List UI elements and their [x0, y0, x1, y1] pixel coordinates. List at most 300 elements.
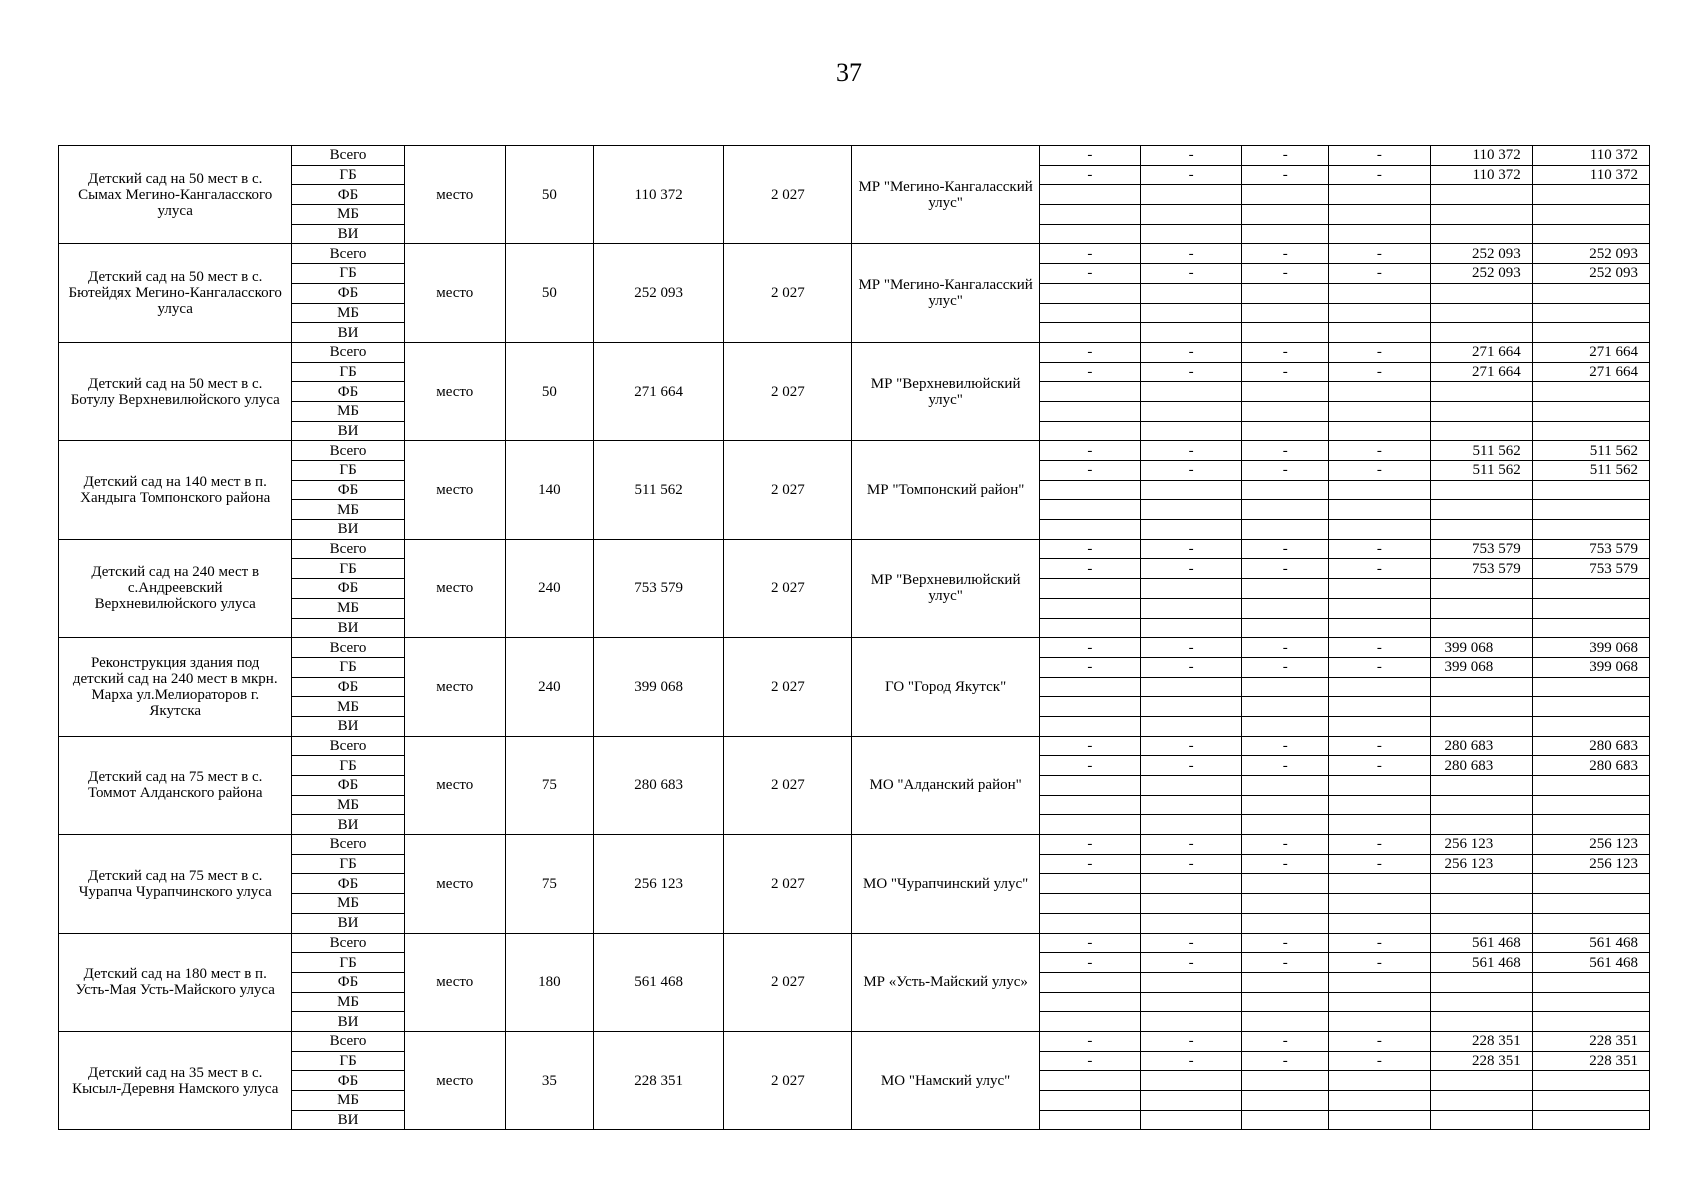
total-amount-cell — [1532, 776, 1649, 796]
amount-cell: 511 562 — [1430, 441, 1532, 461]
total-amount-cell: 753 579 — [1532, 559, 1649, 579]
dash-cell — [1039, 579, 1140, 599]
dash-cell — [1329, 1071, 1430, 1091]
total-amount-cell — [1532, 874, 1649, 894]
unit-cell: место — [404, 342, 505, 440]
year-cell: 2 027 — [724, 244, 852, 342]
funding-source-cell: ФБ — [292, 1071, 404, 1091]
funding-source-cell: МБ — [292, 205, 404, 225]
dash-cell: - — [1329, 559, 1430, 579]
total-amount-cell — [1532, 283, 1649, 303]
dash-cell: - — [1140, 441, 1241, 461]
dash-cell: - — [1242, 933, 1329, 953]
dash-cell: - — [1329, 933, 1430, 953]
funding-source-cell: ФБ — [292, 776, 404, 796]
dash-cell — [1140, 579, 1241, 599]
total-amount-cell — [1532, 421, 1649, 441]
amount-cell — [1430, 894, 1532, 914]
dash-cell — [1242, 815, 1329, 835]
dash-cell: - — [1329, 441, 1430, 461]
dash-cell: - — [1140, 165, 1241, 185]
capacity-cell: 50 — [505, 244, 593, 342]
amount-cell: 228 351 — [1430, 1051, 1532, 1071]
amount-cell — [1430, 598, 1532, 618]
dash-cell — [1329, 716, 1430, 736]
dash-cell — [1329, 303, 1430, 323]
amount-cell: 511 562 — [1430, 461, 1532, 481]
dash-cell: - — [1039, 146, 1140, 166]
dash-cell: - — [1140, 657, 1241, 677]
total-amount-cell: 110 372 — [1532, 146, 1649, 166]
dash-cell — [1329, 972, 1430, 992]
municipality-cell: МО "Намский улус" — [852, 1031, 1039, 1129]
amount-cell — [1430, 972, 1532, 992]
dash-cell: - — [1140, 854, 1241, 874]
total-amount-cell: 228 351 — [1532, 1051, 1649, 1071]
year-cell: 2 027 — [724, 342, 852, 440]
dash-cell: - — [1242, 461, 1329, 481]
funding-source-cell: ВИ — [292, 224, 404, 244]
object-name-cell: Детский сад на 75 мест в с. Томмот Алданского района — [59, 736, 292, 834]
cost-cell: 399 068 — [593, 638, 723, 736]
dash-cell — [1329, 205, 1430, 225]
dash-cell: - — [1329, 342, 1430, 362]
funding-source-cell: МБ — [292, 500, 404, 520]
dash-cell: - — [1242, 835, 1329, 855]
dash-cell: - — [1039, 933, 1140, 953]
dash-cell — [1039, 815, 1140, 835]
unit-cell: место — [404, 736, 505, 834]
table-row — [59, 146, 1650, 166]
amount-cell — [1430, 480, 1532, 500]
table-row — [59, 342, 1650, 362]
dash-cell — [1039, 1071, 1140, 1091]
unit-cell: место — [404, 244, 505, 342]
total-amount-cell — [1532, 894, 1649, 914]
dash-cell — [1242, 480, 1329, 500]
dash-cell: - — [1329, 657, 1430, 677]
unit-cell: место — [404, 933, 505, 1031]
capacity-cell: 35 — [505, 1031, 593, 1129]
table-row — [59, 441, 1650, 461]
amount-cell — [1430, 1110, 1532, 1130]
funding-source-cell: Всего — [292, 638, 404, 658]
dash-cell: - — [1140, 342, 1241, 362]
dash-cell: - — [1039, 342, 1140, 362]
dash-cell — [1140, 224, 1241, 244]
amount-cell — [1430, 323, 1532, 343]
funding-source-cell: ФБ — [292, 972, 404, 992]
dash-cell — [1039, 421, 1140, 441]
dash-cell — [1329, 480, 1430, 500]
funding-source-cell: Всего — [292, 1031, 404, 1051]
dash-cell — [1242, 598, 1329, 618]
amount-cell — [1430, 1091, 1532, 1111]
object-name-cell: Детский сад на 240 мест в с.Андреевский Верхневилюйского улуса — [59, 539, 292, 637]
dash-cell: - — [1329, 362, 1430, 382]
dash-cell — [1039, 303, 1140, 323]
dash-cell — [1140, 972, 1241, 992]
dash-cell — [1242, 716, 1329, 736]
funding-source-cell: ФБ — [292, 283, 404, 303]
total-amount-cell: 110 372 — [1532, 165, 1649, 185]
dash-cell: - — [1039, 264, 1140, 284]
dash-cell — [1039, 500, 1140, 520]
dash-cell — [1140, 815, 1241, 835]
funding-source-cell: ФБ — [292, 874, 404, 894]
table-row — [59, 736, 1650, 756]
dash-cell: - — [1329, 1031, 1430, 1051]
capacity-cell: 180 — [505, 933, 593, 1031]
funding-source-cell: ГБ — [292, 165, 404, 185]
dash-cell: - — [1140, 638, 1241, 658]
dash-cell: - — [1039, 539, 1140, 559]
dash-cell — [1140, 618, 1241, 638]
total-amount-cell — [1532, 520, 1649, 540]
year-cell: 2 027 — [724, 638, 852, 736]
total-amount-cell — [1532, 224, 1649, 244]
total-amount-cell: 271 664 — [1532, 362, 1649, 382]
dash-cell: - — [1329, 756, 1430, 776]
funding-source-cell: Всего — [292, 441, 404, 461]
amount-cell: 399 068 — [1430, 638, 1532, 658]
amount-cell — [1430, 579, 1532, 599]
dash-cell: - — [1039, 1031, 1140, 1051]
municipality-cell: МР "Мегино-Кангаласский улус" — [852, 146, 1039, 244]
funding-source-cell: Всего — [292, 244, 404, 264]
year-cell: 2 027 — [724, 1031, 852, 1129]
dash-cell: - — [1242, 657, 1329, 677]
dash-cell: - — [1329, 736, 1430, 756]
dash-cell — [1242, 874, 1329, 894]
amount-cell — [1430, 421, 1532, 441]
dash-cell — [1329, 185, 1430, 205]
dash-cell — [1329, 992, 1430, 1012]
funding-source-cell: ВИ — [292, 1012, 404, 1032]
table-body — [59, 146, 1650, 1130]
dash-cell — [1329, 1012, 1430, 1032]
funding-source-cell: МБ — [292, 401, 404, 421]
dash-cell — [1242, 697, 1329, 717]
dash-cell: - — [1329, 854, 1430, 874]
object-name-cell: Детский сад на 50 мест в с. Бютейдях Мегино-Кангаласского улуса — [59, 244, 292, 342]
total-amount-cell — [1532, 1091, 1649, 1111]
dash-cell — [1039, 185, 1140, 205]
dash-cell — [1140, 1091, 1241, 1111]
dash-cell: - — [1140, 146, 1241, 166]
funding-source-cell: Всего — [292, 933, 404, 953]
amount-cell — [1430, 1012, 1532, 1032]
table-row — [59, 835, 1650, 855]
funding-source-cell: ВИ — [292, 1110, 404, 1130]
amount-cell: 228 351 — [1430, 1031, 1532, 1051]
dash-cell: - — [1039, 461, 1140, 481]
amount-cell — [1430, 677, 1532, 697]
funding-source-cell: ВИ — [292, 323, 404, 343]
municipality-cell: МР "Верхневилюйский улус" — [852, 342, 1039, 440]
dash-cell — [1329, 795, 1430, 815]
amount-cell: 399 068 — [1430, 657, 1532, 677]
amount-cell — [1430, 815, 1532, 835]
funding-source-cell: Всего — [292, 146, 404, 166]
dash-cell — [1039, 401, 1140, 421]
dash-cell: - — [1329, 539, 1430, 559]
dash-cell: - — [1140, 1031, 1241, 1051]
amount-cell: 561 468 — [1430, 953, 1532, 973]
dash-cell: - — [1039, 657, 1140, 677]
object-name-cell: Детский сад на 50 мест в с. Сымах Мегино-Кангаласского улуса — [59, 146, 292, 244]
dash-cell: - — [1242, 559, 1329, 579]
amount-cell: 252 093 — [1430, 244, 1532, 264]
unit-cell: место — [404, 441, 505, 539]
dash-cell — [1140, 1012, 1241, 1032]
table-row — [59, 933, 1650, 953]
funding-source-cell: ГБ — [292, 1051, 404, 1071]
total-amount-cell: 399 068 — [1532, 657, 1649, 677]
dash-cell — [1329, 283, 1430, 303]
investment-projects-table — [58, 145, 1650, 1130]
total-amount-cell: 280 683 — [1532, 736, 1649, 756]
dash-cell — [1242, 283, 1329, 303]
dash-cell — [1039, 1110, 1140, 1130]
funding-source-cell: ГБ — [292, 953, 404, 973]
dash-cell: - — [1242, 165, 1329, 185]
municipality-cell: ГО "Город Якутск" — [852, 638, 1039, 736]
cost-cell: 228 351 — [593, 1031, 723, 1129]
dash-cell — [1140, 677, 1241, 697]
amount-cell: 110 372 — [1430, 146, 1532, 166]
total-amount-cell: 256 123 — [1532, 835, 1649, 855]
funding-source-cell: ГБ — [292, 362, 404, 382]
dash-cell — [1039, 205, 1140, 225]
amount-cell — [1430, 224, 1532, 244]
municipality-cell: МО "Алданский район" — [852, 736, 1039, 834]
municipality-cell: МО "Чурапчинский улус" — [852, 835, 1039, 933]
dash-cell: - — [1329, 638, 1430, 658]
year-cell: 2 027 — [724, 539, 852, 637]
total-amount-cell — [1532, 382, 1649, 402]
dash-cell — [1039, 894, 1140, 914]
total-amount-cell: 252 093 — [1532, 244, 1649, 264]
dash-cell: - — [1242, 362, 1329, 382]
dash-cell — [1140, 894, 1241, 914]
dash-cell — [1140, 697, 1241, 717]
funding-source-cell: ФБ — [292, 677, 404, 697]
object-name-cell: Детский сад на 50 мест в с. Ботулу Верхневилюйского улуса — [59, 342, 292, 440]
dash-cell: - — [1242, 1051, 1329, 1071]
dash-cell — [1242, 913, 1329, 933]
total-amount-cell: 399 068 — [1532, 638, 1649, 658]
dash-cell: - — [1140, 736, 1241, 756]
funding-source-cell: МБ — [292, 697, 404, 717]
dash-cell: - — [1329, 244, 1430, 264]
dash-cell: - — [1242, 342, 1329, 362]
dash-cell — [1242, 520, 1329, 540]
dash-cell: - — [1039, 736, 1140, 756]
municipality-cell: МР "Верхневилюйский улус" — [852, 539, 1039, 637]
dash-cell — [1140, 480, 1241, 500]
amount-cell — [1430, 283, 1532, 303]
dash-cell — [1329, 677, 1430, 697]
amount-cell: 280 683 — [1430, 736, 1532, 756]
funding-source-cell: ГБ — [292, 559, 404, 579]
object-name-cell: Детский сад на 140 мест в п. Хандыга Томпонского района — [59, 441, 292, 539]
table-row — [59, 1031, 1650, 1051]
dash-cell — [1140, 401, 1241, 421]
dash-cell — [1242, 992, 1329, 1012]
dash-cell — [1329, 815, 1430, 835]
cost-cell: 280 683 — [593, 736, 723, 834]
dash-cell — [1039, 224, 1140, 244]
dash-cell — [1039, 618, 1140, 638]
amount-cell: 110 372 — [1430, 165, 1532, 185]
dash-cell — [1329, 500, 1430, 520]
amount-cell — [1430, 874, 1532, 894]
dash-cell — [1329, 382, 1430, 402]
total-amount-cell — [1532, 323, 1649, 343]
cost-cell: 511 562 — [593, 441, 723, 539]
funding-source-cell: Всего — [292, 736, 404, 756]
total-amount-cell — [1532, 1012, 1649, 1032]
dash-cell — [1039, 716, 1140, 736]
dash-cell: - — [1140, 1051, 1241, 1071]
dash-cell — [1140, 283, 1241, 303]
dash-cell — [1242, 323, 1329, 343]
dash-cell: - — [1039, 835, 1140, 855]
dash-cell: - — [1329, 835, 1430, 855]
amount-cell — [1430, 618, 1532, 638]
year-cell: 2 027 — [724, 835, 852, 933]
funding-source-cell: ВИ — [292, 815, 404, 835]
dash-cell — [1140, 716, 1241, 736]
amount-cell — [1430, 795, 1532, 815]
total-amount-cell — [1532, 1071, 1649, 1091]
dash-cell — [1242, 972, 1329, 992]
funding-source-cell: ВИ — [292, 716, 404, 736]
dash-cell — [1039, 697, 1140, 717]
table-row — [59, 539, 1650, 559]
funding-source-cell: ФБ — [292, 579, 404, 599]
dash-cell — [1242, 776, 1329, 796]
amount-cell — [1430, 382, 1532, 402]
dash-cell: - — [1242, 264, 1329, 284]
amount-cell: 256 123 — [1430, 835, 1532, 855]
funding-source-cell: ГБ — [292, 657, 404, 677]
total-amount-cell: 561 468 — [1532, 953, 1649, 973]
dash-cell — [1140, 500, 1241, 520]
dash-cell — [1039, 677, 1140, 697]
dash-cell — [1329, 401, 1430, 421]
year-cell: 2 027 — [724, 933, 852, 1031]
funding-source-cell: Всего — [292, 835, 404, 855]
funding-source-cell: ВИ — [292, 618, 404, 638]
capacity-cell: 75 — [505, 835, 593, 933]
municipality-cell: МР "Мегино-Кангаласский улус" — [852, 244, 1039, 342]
dash-cell: - — [1039, 362, 1140, 382]
dash-cell — [1140, 1110, 1241, 1130]
dash-cell — [1140, 776, 1241, 796]
funding-source-cell: МБ — [292, 303, 404, 323]
dash-cell — [1329, 618, 1430, 638]
object-name-cell: Реконструкция здания под детский сад на 240 мест в мкрн. Марха ул.Мелиораторов г. Якутска — [59, 638, 292, 736]
amount-cell — [1430, 697, 1532, 717]
funding-source-cell: ГБ — [292, 756, 404, 776]
funding-source-cell: Всего — [292, 539, 404, 559]
total-amount-cell — [1532, 598, 1649, 618]
total-amount-cell: 511 562 — [1532, 461, 1649, 481]
amount-cell — [1430, 776, 1532, 796]
dash-cell — [1039, 795, 1140, 815]
total-amount-cell — [1532, 500, 1649, 520]
dash-cell — [1329, 1091, 1430, 1111]
amount-cell: 256 123 — [1430, 854, 1532, 874]
dash-cell: - — [1329, 146, 1430, 166]
dash-cell — [1242, 579, 1329, 599]
amount-cell — [1430, 185, 1532, 205]
dash-cell: - — [1242, 146, 1329, 166]
capacity-cell: 240 — [505, 638, 593, 736]
amount-cell — [1430, 205, 1532, 225]
total-amount-cell — [1532, 480, 1649, 500]
total-amount-cell — [1532, 992, 1649, 1012]
dash-cell — [1140, 205, 1241, 225]
dash-cell: - — [1329, 953, 1430, 973]
capacity-cell: 50 — [505, 342, 593, 440]
dash-cell — [1039, 913, 1140, 933]
dash-cell: - — [1242, 1031, 1329, 1051]
total-amount-cell: 256 123 — [1532, 854, 1649, 874]
total-amount-cell: 561 468 — [1532, 933, 1649, 953]
capacity-cell: 240 — [505, 539, 593, 637]
object-name-cell: Детский сад на 75 мест в с. Чурапча Чурапчинского улуса — [59, 835, 292, 933]
dash-cell — [1329, 697, 1430, 717]
cost-cell: 110 372 — [593, 146, 723, 244]
dash-cell — [1329, 1110, 1430, 1130]
amount-cell — [1430, 716, 1532, 736]
dash-cell: - — [1242, 854, 1329, 874]
funding-source-cell: ВИ — [292, 520, 404, 540]
dash-cell — [1039, 283, 1140, 303]
amount-cell: 561 468 — [1430, 933, 1532, 953]
amount-cell: 271 664 — [1430, 342, 1532, 362]
amount-cell: 280 683 — [1430, 756, 1532, 776]
total-amount-cell — [1532, 815, 1649, 835]
funding-source-cell: МБ — [292, 992, 404, 1012]
dash-cell: - — [1140, 559, 1241, 579]
cost-cell: 271 664 — [593, 342, 723, 440]
unit-cell: место — [404, 1031, 505, 1129]
dash-cell — [1039, 598, 1140, 618]
capacity-cell: 50 — [505, 146, 593, 244]
unit-cell: место — [404, 146, 505, 244]
dash-cell: - — [1242, 756, 1329, 776]
amount-cell — [1430, 401, 1532, 421]
amount-cell — [1430, 913, 1532, 933]
dash-cell: - — [1140, 539, 1241, 559]
dash-cell — [1329, 776, 1430, 796]
capacity-cell: 75 — [505, 736, 593, 834]
object-name-cell: Детский сад на 35 мест в с. Кысыл-Деревня Намского улуса — [59, 1031, 292, 1129]
dash-cell — [1039, 972, 1140, 992]
total-amount-cell: 271 664 — [1532, 342, 1649, 362]
dash-cell — [1039, 480, 1140, 500]
dash-cell — [1242, 421, 1329, 441]
dash-cell: - — [1242, 244, 1329, 264]
dash-cell — [1242, 1012, 1329, 1032]
unit-cell: место — [404, 539, 505, 637]
dash-cell: - — [1140, 362, 1241, 382]
dash-cell — [1039, 992, 1140, 1012]
